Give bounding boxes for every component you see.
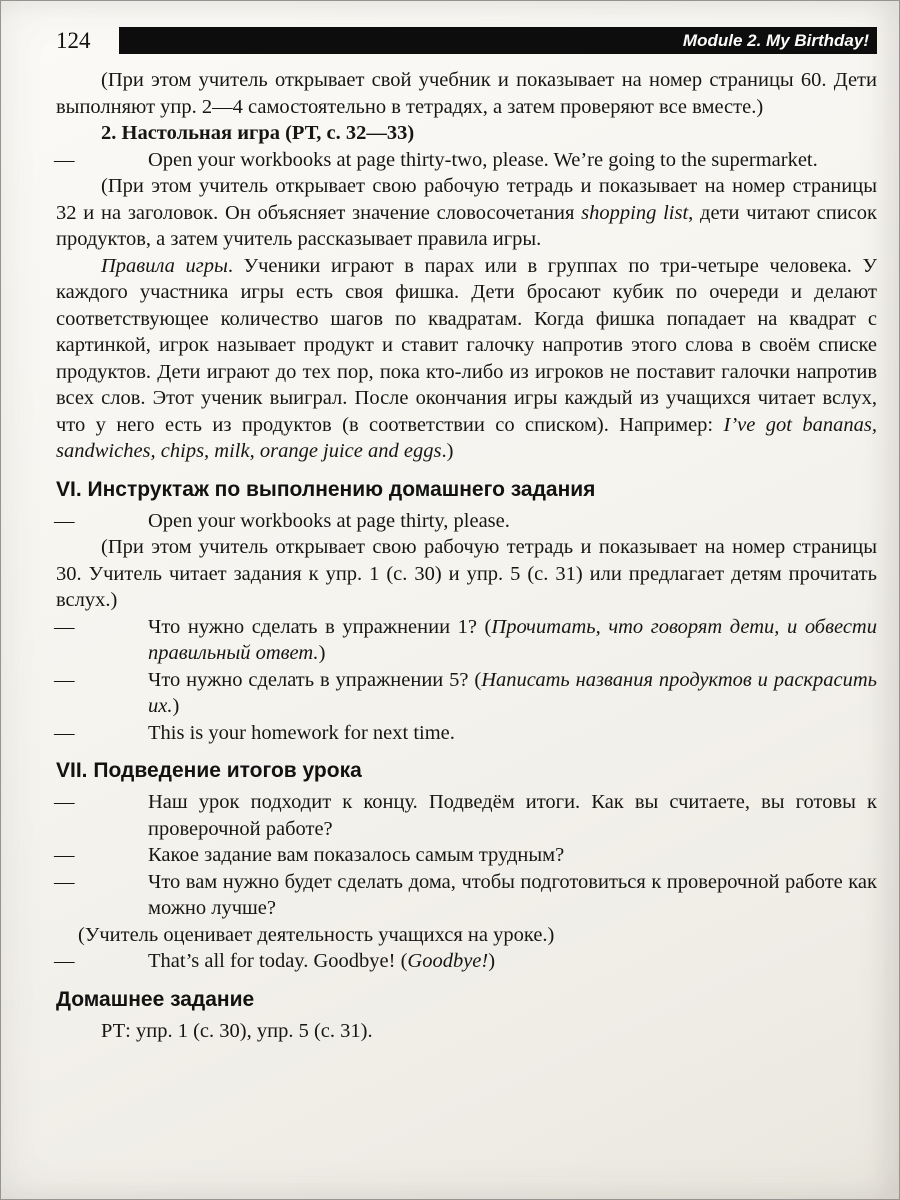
list-dash: — — [54, 844, 75, 866]
paragraph — [56, 253, 883, 465]
text-run: Наш урок подходит к концу. Подведём итоги. Как вы считаете, вы готовы к проверочной работе? — [148, 791, 883, 840]
paragraph — [56, 173, 883, 253]
paragraph — [54, 842, 877, 869]
section-heading — [56, 987, 877, 1013]
text-run: VI. Инструктаж по выполнению домашнего задания — [56, 477, 596, 501]
paragraph — [56, 120, 877, 147]
list-dash: — — [54, 615, 75, 638]
paragraph — [54, 720, 877, 747]
text-run: (При этом учитель открывает свою рабочую тетрадь и показывает на номер страницы 32 и на заголовок. Он объясняет значение словосочетания — [56, 175, 883, 224]
list-dash: — — [54, 791, 75, 813]
text-run: Goodbye! — [407, 950, 489, 972]
text-run: , дети читают список продуктов, а затем учитель рассказывает правила игры. — [56, 201, 883, 250]
text-run: Open your workbooks at page thirty-two, please. We’re going to the supermarket. — [148, 148, 818, 171]
text-run: Что нужно сделать в упражнении 5? ( — [148, 668, 482, 691]
paragraph — [54, 614, 883, 667]
paragraph — [56, 922, 877, 949]
paragraph — [56, 534, 883, 614]
text-run: ) — [318, 642, 326, 664]
text-run: That’s all for today. Goodbye! ( — [148, 950, 408, 972]
list-dash: — — [54, 721, 75, 744]
text-run: (При этом учитель открывает свою рабочую тетрадь и показывает на номер страницы 30. Учитель читает задания к упр. 1 (с. 30) и упр. 5 (с. 31) или предлагает детям прочитать вслух.) — [56, 536, 883, 611]
list-dash: — — [54, 668, 75, 691]
list-dash: — — [54, 509, 75, 532]
text-run: .) — [441, 440, 454, 462]
paragraph — [54, 508, 877, 535]
list-dash: — — [54, 950, 75, 972]
text-run: РТ: упр. 1 (с. 30), упр. 5 (с. 31). — [101, 1019, 373, 1042]
text-run: Написать названия продуктов и раскрасить их. — [148, 668, 883, 717]
paragraph — [54, 147, 877, 174]
text-run: Домашнее задание — [56, 987, 255, 1011]
text-run: . Ученики играют в парах или в группах по три-четыре человека. У каждого участника игры есть своя фишка. Дети бросают кубик по очереди и делают соответствующее количество шагов по квадратам. Когда фишка попадает на квадрат с картинкой, игрок называет продукт и ставит галочку напротив этого слова в своём списке продуктов. Дети играют до тех пор, пока кто-либо из игроков не поставит галочки напротив всех слов. Этот ученик выиграл. После окончания игры каждый из учащихся читает вслух, что у него есть из продуктов (в соответствии со списком). Например: — [56, 254, 883, 436]
page-number: 124 — [56, 28, 91, 53]
text-run: 2. Настольная игра (РТ, с. 32—33) — [101, 122, 415, 144]
module-title: Module 2. My Birthday! — [682, 30, 869, 50]
list-dash: — — [54, 148, 75, 171]
text-run: I’ve got bananas, sandwiches, chips, milk, orange juice and eggs — [56, 413, 883, 462]
paragraph — [54, 667, 883, 720]
text-run: ) — [488, 950, 496, 972]
paragraph — [54, 948, 877, 975]
section-heading — [56, 758, 877, 784]
module-title-bar — [119, 27, 878, 54]
paragraph — [56, 1018, 877, 1045]
text-run: Что нужно сделать в упражнении 1? ( — [148, 615, 492, 638]
list-dash: — — [54, 870, 75, 893]
text-run: Open your workbooks at page thirty, please. — [148, 509, 510, 532]
section-heading — [56, 477, 877, 503]
text-run: VII. Подведение итогов урока — [56, 759, 362, 782]
text-run: Какое задание вам показалось самым трудным? — [148, 844, 565, 866]
text-run: Что вам нужно будет сделать дома, чтобы подготовиться к проверочной работе как можно лучше? — [148, 870, 883, 919]
text-run: Прочитать, что говорят дети, и обвести правильный ответ. — [148, 615, 883, 664]
paragraph — [54, 789, 883, 842]
page-header — [1, 1, 899, 54]
text-run: ) — [172, 695, 180, 717]
text-run: This is your homework for next time. — [148, 721, 455, 744]
paragraph — [54, 869, 883, 922]
text-run: shopping list — [581, 201, 689, 224]
text-run: Правила игры — [101, 254, 228, 277]
text-run: (Учитель оценивает деятельность учащихся на уроке.) — [78, 923, 555, 946]
paragraph — [56, 67, 883, 120]
page-body — [1, 54, 899, 1044]
text-run: (При этом учитель открывает свой учебник и показывает на номер страницы 60. Дети выполняют упр. 2—4 самостоятельно в тетрадях, а затем проверяют все вместе.) — [56, 69, 883, 118]
